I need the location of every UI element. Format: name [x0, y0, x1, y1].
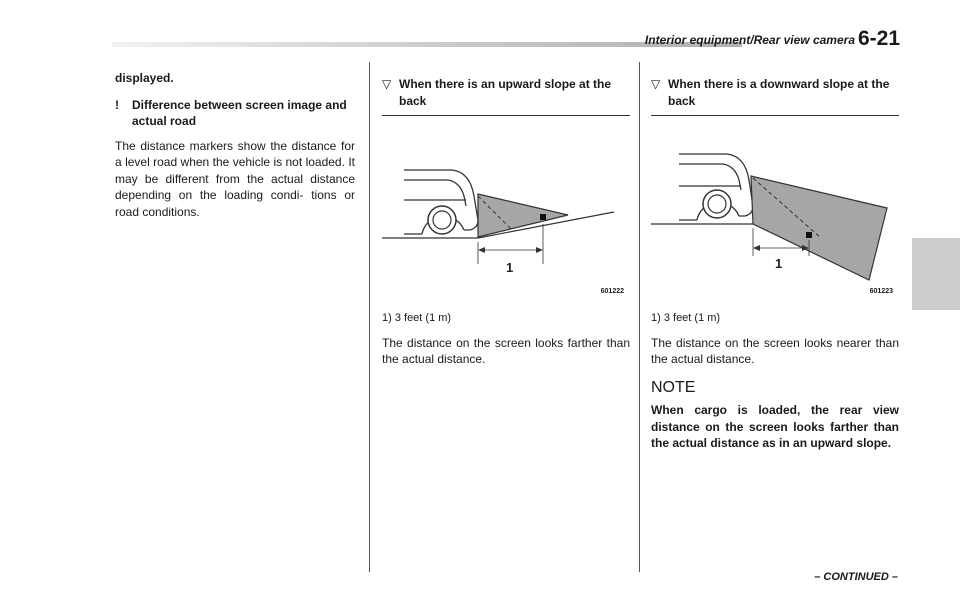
body-paragraph: The distance on the screen looks farther than the actual distance. [382, 335, 630, 366]
figure-legend: 1) 3 feet (1 m) [382, 312, 452, 324]
column-divider [369, 62, 370, 572]
figure-code: 601223 [869, 288, 893, 295]
section-heading [115, 97, 355, 130]
heading-text: Difference between screen image and actual road [132, 97, 347, 128]
downward-slope-figure [651, 115, 899, 304]
chapter-tab [912, 238, 960, 310]
downward-slope-illustration [651, 116, 899, 304]
column-1 [115, 70, 355, 220]
upward-slope-illustration [382, 116, 630, 304]
body-paragraph: The distance on the screen looks nearer than the actual distance. [651, 335, 899, 366]
upward-slope-figure [382, 115, 630, 304]
callout-label: 1 [775, 256, 783, 271]
note-heading: NOTE [651, 378, 696, 396]
page-number: 6-21 [858, 27, 901, 50]
column-divider [639, 62, 640, 572]
column-3 [651, 70, 899, 452]
figure-code: 601222 [600, 288, 624, 295]
continued-label: – CONTINUED – [814, 571, 898, 583]
figure-legend: 1) 3 feet (1 m) [651, 312, 721, 324]
heading-text: When there is an upward slope at the back [399, 77, 612, 108]
body-paragraph: The distance markers show the distance for a level road when the vehicle is not loaded. It may be different from the actual distance depending on the loading condi- tions or road conditions. [115, 138, 355, 219]
note-body: When cargo is loaded, the rear view distance on the screen looks farther than the actual distance as in an upward slope. [651, 403, 899, 450]
subsection-heading [651, 76, 899, 109]
subsection-heading [382, 76, 630, 109]
bullet-icon: ! [115, 97, 119, 112]
callout-label: 1 [506, 260, 514, 275]
section-title: Interior equipment/Rear view camera [644, 33, 855, 47]
heading-text: When there is a downward slope at the back [668, 77, 890, 108]
triangle-bullet-icon: ▽ [382, 77, 392, 91]
triangle-bullet-icon: ▽ [651, 77, 661, 91]
continuation-text: displayed. [115, 71, 174, 85]
column-2 [382, 70, 630, 368]
